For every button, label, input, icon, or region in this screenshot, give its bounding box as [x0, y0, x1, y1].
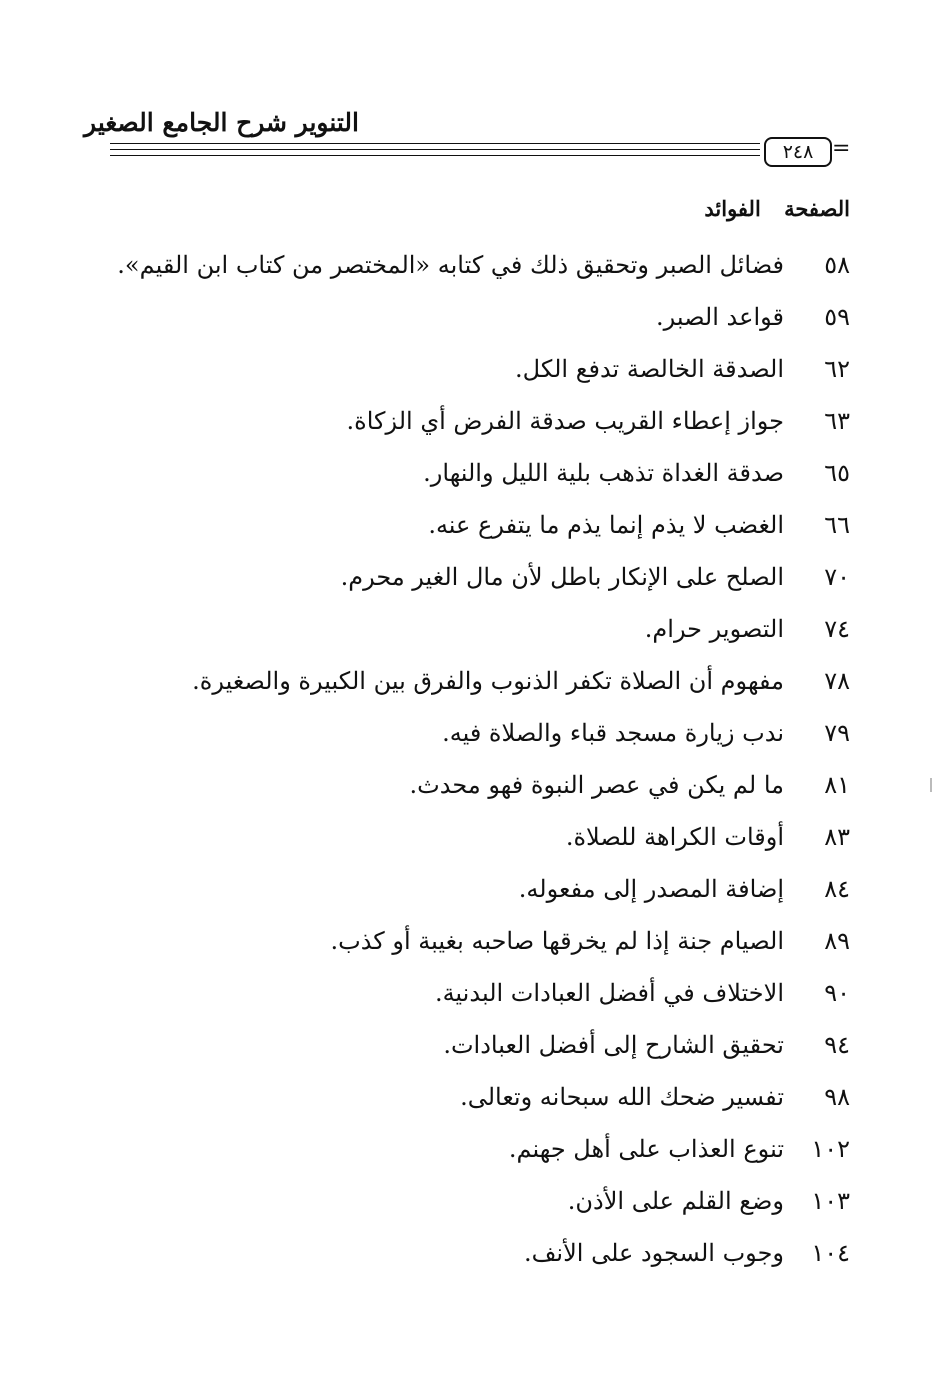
index-entry — [60, 349, 850, 389]
entry-page-number: ٩٨ — [824, 1083, 850, 1111]
entry-text: تحقيق الشارح إلى أفضل العبادات. — [443, 1031, 784, 1059]
header-rule — [110, 143, 760, 144]
entry-page-number: ٩٤ — [824, 1031, 850, 1059]
index-entry — [60, 817, 850, 857]
index-entry — [60, 245, 850, 285]
entry-page-number: ٦٦ — [824, 511, 850, 539]
entry-page-number: ٦٣ — [824, 407, 850, 435]
entry-text: الصيام جنة إذا لم يخرقها صاحبه بغيبة أو كذب. — [330, 927, 784, 955]
header-rule — [110, 149, 760, 150]
index-entry — [60, 973, 850, 1013]
page-marker: = — [832, 136, 851, 161]
index-entry — [60, 765, 850, 805]
entry-text: ندب زيارة مسجد قباء والصلاة فيه. — [442, 719, 784, 747]
index-entry — [60, 1077, 850, 1117]
entry-page-number: ٧٩ — [824, 719, 850, 747]
entry-page-number: ٦٥ — [824, 459, 850, 487]
column-header-page: الصفحة — [784, 196, 850, 221]
entry-text: الصلح على الإنكار باطل لأن مال الغير محرم. — [340, 563, 784, 591]
index-entry — [60, 1233, 850, 1273]
entry-page-number: ٥٨ — [824, 251, 850, 279]
entry-text: تفسير ضحك الله سبحانه وتعالى. — [460, 1083, 784, 1111]
entry-page-number: ٧٤ — [824, 615, 850, 643]
book-title: التنوير شرح الجامع الصغير — [84, 108, 359, 137]
index-entry — [60, 1129, 850, 1169]
index-entry — [60, 661, 850, 701]
entry-text: قواعد الصبر. — [656, 303, 784, 331]
entry-page-number: ٩٠ — [824, 979, 850, 1007]
entry-text: إضافة المصدر إلى مفعوله. — [518, 875, 784, 903]
index-entry — [60, 1025, 850, 1065]
entry-text: جواز إعطاء القريب صدقة الفرض أي الزكاة. — [346, 407, 784, 435]
entry-text: وضع القلم على الأذن. — [567, 1187, 784, 1215]
index-entry — [60, 869, 850, 909]
index-entry — [60, 297, 850, 337]
index-entry — [60, 921, 850, 961]
entry-page-number: ٨١ — [824, 771, 850, 799]
entry-text: وجوب السجود على الأنف. — [523, 1239, 784, 1267]
entry-text: التصوير حرام. — [644, 615, 784, 643]
index-entry — [60, 713, 850, 753]
entry-page-number: ٥٩ — [824, 303, 850, 331]
entry-page-number: ٦٢ — [824, 355, 850, 383]
entry-text: الغضب لا يذم إنما يذم ما يتفرع عنه. — [428, 511, 784, 539]
column-header-benefits: الفوائد — [704, 196, 761, 221]
entry-page-number: ٧٨ — [824, 667, 850, 695]
entry-text: مفهوم أن الصلاة تكفر الذنوب والفرق بين الكبيرة والصغيرة. — [192, 667, 784, 695]
entry-page-number: ١٠٤ — [811, 1239, 850, 1267]
index-entry — [60, 453, 850, 493]
index-entry — [60, 609, 850, 649]
entry-page-number: ١٠٣ — [811, 1187, 850, 1215]
entry-page-number: ٨٤ — [824, 875, 850, 903]
entry-text: أوقات الكراهة للصلاة. — [565, 823, 784, 851]
entry-text: فضائل الصبر وتحقيق ذلك في كتابه «المختصر من كتاب ابن القيم». — [117, 251, 784, 279]
entry-page-number: ١٠٢ — [811, 1135, 850, 1163]
entry-text: الصدقة الخالصة تدفع الكل. — [515, 355, 784, 383]
entry-text: ما لم يكن في عصر النبوة فهو محدث. — [409, 771, 784, 799]
entry-text: تنوع العذاب على أهل جهنم. — [508, 1135, 784, 1163]
column-header — [704, 196, 850, 221]
scan-margin-mark — [930, 778, 932, 792]
index-entry — [60, 505, 850, 545]
index-entry — [60, 557, 850, 597]
index-entry — [60, 1181, 850, 1221]
entry-page-number: ٨٩ — [824, 927, 850, 955]
page-number-box: ٢٤٨ — [764, 137, 832, 167]
index-entry — [60, 401, 850, 441]
entry-page-number: ٨٣ — [824, 823, 850, 851]
header-rule — [110, 155, 760, 156]
entry-text: الاختلاف في أفضل العبادات البدنية. — [434, 979, 784, 1007]
entry-page-number: ٧٠ — [824, 563, 850, 591]
entry-text: صدقة الغداة تذهب بلية الليل والنهار. — [423, 459, 784, 487]
